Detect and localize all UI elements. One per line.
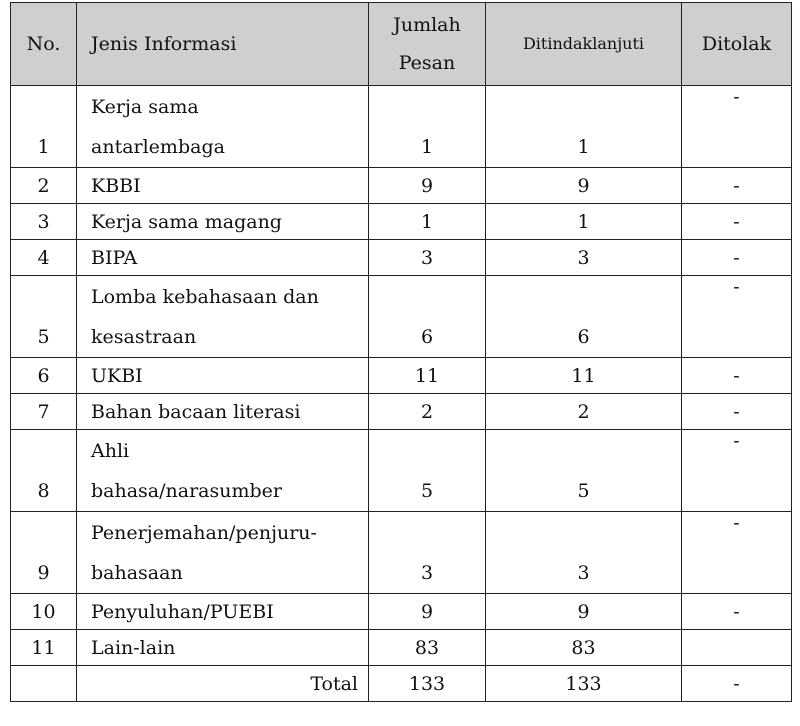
table-row	[11, 430, 792, 512]
cell-jenis: Kerja sama magang	[77, 204, 369, 240]
cell-no-empty	[11, 666, 77, 702]
cell-jenis: UKBI	[77, 358, 369, 394]
cell-no: 5	[11, 276, 77, 358]
cell-jumlah: 3	[369, 240, 486, 276]
cell-ditolak: -	[682, 358, 792, 394]
cell-jumlah: 9	[369, 168, 486, 204]
cell-jumlah: 2	[369, 394, 486, 430]
cell-jenis: Lain-lain	[77, 630, 369, 666]
cell-ditindaklanjuti: 3	[486, 240, 682, 276]
table-row	[11, 240, 792, 276]
cell-ditolak: -	[682, 430, 792, 512]
table-row	[11, 276, 792, 358]
cell-no: 3	[11, 204, 77, 240]
cell-ditindaklanjuti: 5	[486, 430, 682, 512]
cell-ditindaklanjuti: 3	[486, 512, 682, 594]
cell-jenis-line2: kesastraan	[91, 326, 197, 348]
table-row	[11, 86, 792, 168]
header-jumlah-pesan	[369, 3, 486, 86]
header-jenis-informasi: Jenis Informasi	[77, 3, 369, 86]
header-no: No.	[11, 3, 77, 86]
cell-no: 6	[11, 358, 77, 394]
cell-ditindaklanjuti: 6	[486, 276, 682, 358]
cell-no: 1	[11, 86, 77, 168]
cell-ditindaklanjuti: 83	[486, 630, 682, 666]
cell-no: 4	[11, 240, 77, 276]
table-row	[11, 394, 792, 430]
cell-jenis	[77, 86, 369, 168]
total-label: Total	[77, 666, 369, 702]
cell-jenis-line1: Kerja sama	[91, 96, 199, 118]
cell-ditindaklanjuti: 11	[486, 358, 682, 394]
header-row	[11, 3, 792, 86]
cell-ditolak: -	[682, 512, 792, 594]
cell-ditolak: -	[682, 204, 792, 240]
cell-jenis: Bahan bacaan literasi	[77, 394, 369, 430]
cell-jenis-line2: bahasaan	[91, 562, 183, 584]
cell-ditolak: -	[682, 594, 792, 630]
cell-ditindaklanjuti: 1	[486, 86, 682, 168]
cell-jumlah: 1	[369, 204, 486, 240]
cell-jenis-line1: Penerjemahan/penjuru-	[91, 522, 317, 544]
total-ditolak: -	[682, 666, 792, 702]
cell-no: 2	[11, 168, 77, 204]
cell-jenis-line2: antarlembaga	[91, 136, 225, 158]
document-page	[10, 2, 792, 702]
table-row	[11, 512, 792, 594]
total-jumlah: 133	[369, 666, 486, 702]
total-row	[11, 666, 792, 702]
cell-ditindaklanjuti: 1	[486, 204, 682, 240]
cell-ditolak	[682, 630, 792, 666]
cell-jumlah: 9	[369, 594, 486, 630]
cell-jumlah: 83	[369, 630, 486, 666]
header-jumlah-line1: Jumlah	[393, 14, 461, 36]
cell-jenis-line2: bahasa/narasumber	[91, 480, 283, 502]
cell-ditindaklanjuti: 2	[486, 394, 682, 430]
cell-jumlah: 6	[369, 276, 486, 358]
cell-ditolak: -	[682, 86, 792, 168]
cell-ditolak: -	[682, 168, 792, 204]
header-jumlah-line2: Pesan	[398, 52, 456, 74]
cell-no: 9	[11, 512, 77, 594]
cell-no: 8	[11, 430, 77, 512]
cell-ditolak: -	[682, 240, 792, 276]
cell-jumlah: 3	[369, 512, 486, 594]
header-ditindaklanjuti: Ditindaklanjuti	[486, 3, 682, 86]
header-ditolak: Ditolak	[682, 3, 792, 86]
table-row	[11, 594, 792, 630]
cell-jumlah: 11	[369, 358, 486, 394]
cell-jenis: Penyuluhan/PUEBI	[77, 594, 369, 630]
cell-jenis-line1: Lomba kebahasaan dan	[91, 286, 319, 308]
cell-ditindaklanjuti: 9	[486, 168, 682, 204]
cell-jenis: BIPA	[77, 240, 369, 276]
table-row	[11, 358, 792, 394]
cell-jenis	[77, 512, 369, 594]
cell-no: 10	[11, 594, 77, 630]
table-row	[11, 168, 792, 204]
cell-no: 7	[11, 394, 77, 430]
cell-jenis	[77, 276, 369, 358]
cell-no: 11	[11, 630, 77, 666]
cell-jenis-line1: Ahli	[91, 440, 130, 462]
cell-ditolak: -	[682, 276, 792, 358]
cell-ditindaklanjuti: 9	[486, 594, 682, 630]
cell-jenis	[77, 430, 369, 512]
table-row	[11, 630, 792, 666]
cell-jumlah: 5	[369, 430, 486, 512]
cell-jenis: KBBI	[77, 168, 369, 204]
cell-jumlah: 1	[369, 86, 486, 168]
cell-ditolak: -	[682, 394, 792, 430]
table-row	[11, 204, 792, 240]
information-table	[10, 2, 792, 702]
total-ditindaklanjuti: 133	[486, 666, 682, 702]
